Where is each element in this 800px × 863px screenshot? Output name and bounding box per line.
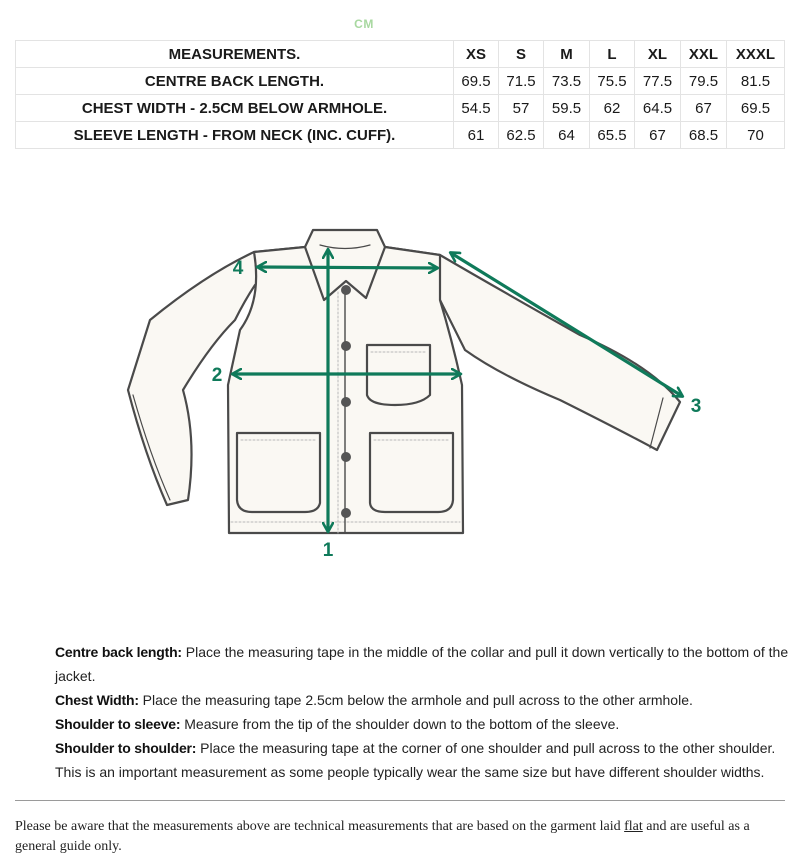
size-header: M (544, 41, 590, 68)
left-lower-pocket (237, 433, 320, 512)
table-cell: 79.5 (681, 68, 727, 95)
table-row (16, 122, 785, 149)
table-row (16, 68, 785, 95)
marker-3: 3 (690, 396, 702, 417)
instruction-shoulder-to-shoulder (55, 736, 790, 784)
instruction-text: Measure from the tip of the shoulder down to the bottom of the sleeve. (180, 716, 620, 732)
instruction-text: Place the measuring tape at the corner of one shoulder and pull across to the other shoulder. This is an important measurement as some people typically wear the same size but have different shoulder widths. (55, 740, 776, 780)
size-header: XS (454, 41, 499, 68)
row-label: CHEST WIDTH - 2.5CM BELOW ARMHOLE. (16, 95, 454, 122)
instruction-centre-back (55, 640, 790, 688)
size-chart-table (15, 40, 785, 149)
table-cell: 67 (681, 95, 727, 122)
unit-label[interactable]: CM (354, 17, 374, 31)
header-label: MEASUREMENTS. (16, 41, 454, 68)
size-header: XL (635, 41, 681, 68)
table-cell: 61 (454, 122, 499, 149)
measurement-instructions (55, 640, 790, 784)
table-cell: 64 (544, 122, 590, 149)
table-header-row (16, 41, 785, 68)
table-cell: 54.5 (454, 95, 499, 122)
disclaimer (15, 817, 785, 857)
instruction-term: Centre back length: (55, 644, 182, 660)
table-cell: 70 (727, 122, 785, 149)
table-cell: 71.5 (499, 68, 544, 95)
arrow-shoulder-to-shoulder (258, 267, 437, 268)
table-cell: 62 (590, 95, 635, 122)
table-cell: 62.5 (499, 122, 544, 149)
instruction-text: Place the measuring tape in the middle of the collar and pull it down vertically to the bottom of the jacket. (55, 644, 789, 684)
disclaimer-text: Please be aware that the measurements above are technical measurements that are based on the garment laid (15, 819, 625, 834)
instruction-text: Place the measuring tape 2.5cm below the armhole and pull across to the other armhole. (138, 692, 693, 708)
instruction-term: Chest Width: (55, 692, 139, 708)
size-header: XXL (681, 41, 727, 68)
table-cell: 64.5 (635, 95, 681, 122)
right-lower-pocket (370, 433, 453, 512)
button-dot (341, 341, 351, 351)
table-cell: 69.5 (454, 68, 499, 95)
size-header: XXXL (727, 41, 785, 68)
row-label: CENTRE BACK LENGTH. (16, 68, 454, 95)
instruction-shoulder-to-sleeve (55, 712, 790, 736)
table-cell: 57 (499, 95, 544, 122)
button-dot (341, 452, 351, 462)
instruction-term: Shoulder to shoulder: (55, 740, 197, 756)
button-dot (341, 397, 351, 407)
table-cell: 59.5 (544, 95, 590, 122)
table-cell: 69.5 (727, 95, 785, 122)
marker-1: 1 (322, 540, 334, 561)
table-cell: 77.5 (635, 68, 681, 95)
marker-4: 4 (232, 258, 244, 279)
disclaimer-text-end: and are useful as a general guide only. (15, 819, 750, 854)
instruction-term: Shoulder to sleeve: (55, 716, 181, 732)
button-dot (341, 285, 351, 295)
size-header: S (499, 41, 544, 68)
table-cell: 65.5 (590, 122, 635, 149)
size-header: L (590, 41, 635, 68)
divider (15, 800, 785, 801)
marker-2: 2 (211, 365, 223, 386)
row-label: SLEEVE LENGTH - FROM NECK (INC. CUFF). (16, 122, 454, 149)
jacket-measurement-diagram (0, 200, 800, 580)
table-cell: 73.5 (544, 68, 590, 95)
table-cell: 67 (635, 122, 681, 149)
instruction-chest-width (55, 688, 790, 712)
table-cell: 75.5 (590, 68, 635, 95)
table-cell: 68.5 (681, 122, 727, 149)
table-cell: 81.5 (727, 68, 785, 95)
table-row (16, 95, 785, 122)
button-dot (341, 508, 351, 518)
flat-link[interactable]: flat (624, 819, 643, 834)
